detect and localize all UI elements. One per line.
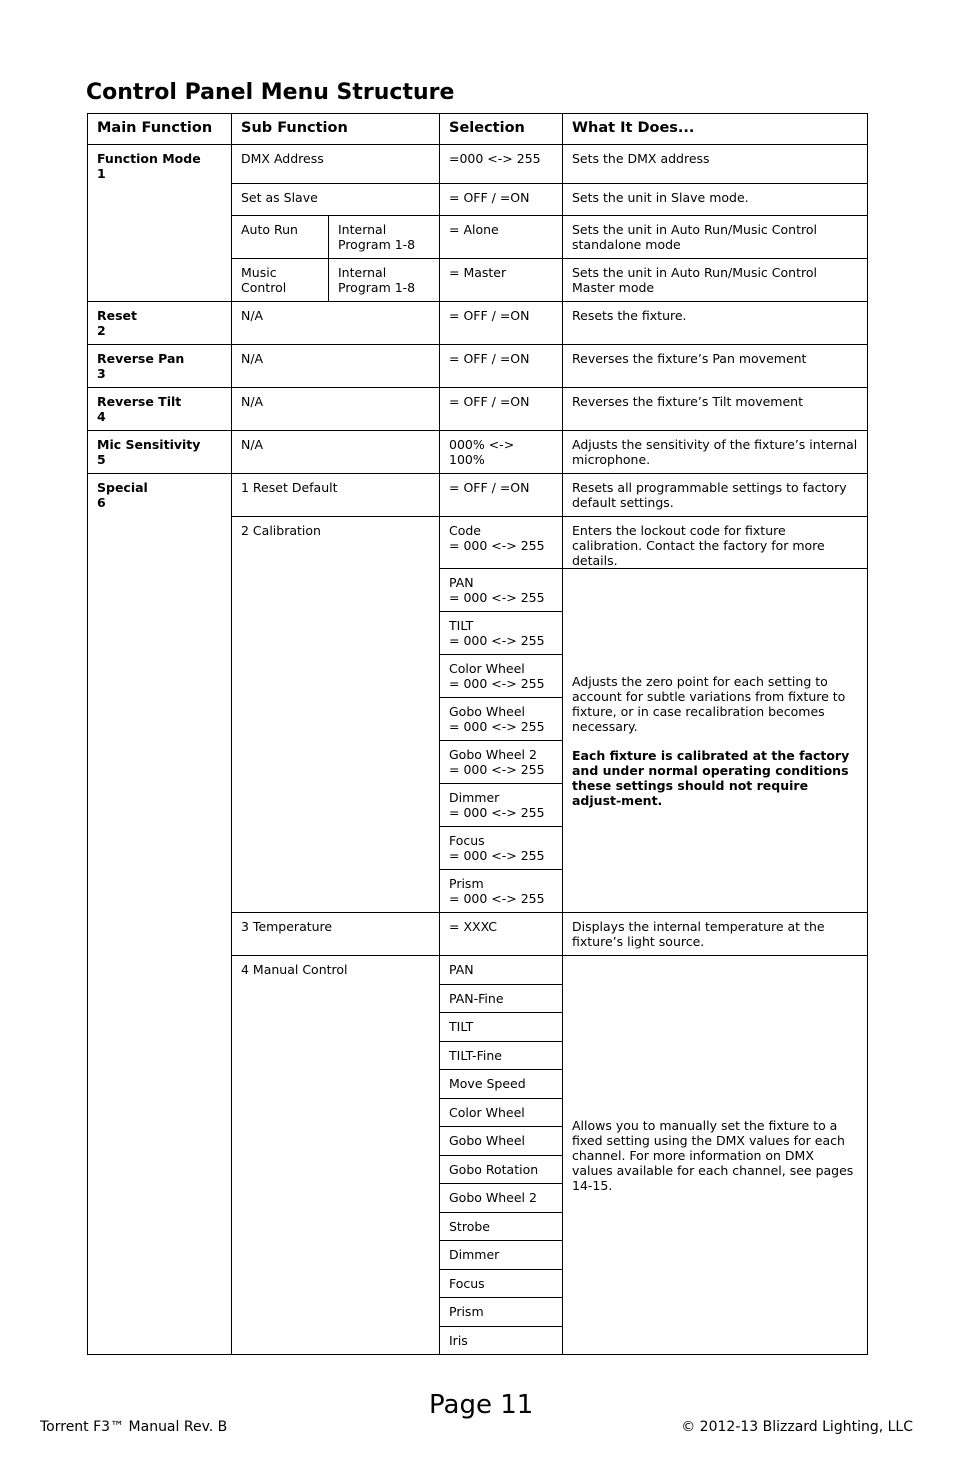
selection-range: = 000 <-> 255 [449,676,545,691]
table-header-row [88,114,868,145]
sub-function-cell: 3 Temperature [232,913,440,956]
selection-cell: PAN [440,956,563,985]
sub-function-cell: Auto Run [232,216,329,259]
table-row [88,388,868,431]
main-function-number: 4 [97,409,106,424]
sub-function-cell: N/A [232,302,440,345]
selection-cell: = OFF / =ON [440,388,563,431]
page-title: Control Panel Menu Structure [86,80,455,105]
main-function-number: 2 [97,323,106,338]
main-function-number: 3 [97,366,106,381]
main-function-mode [88,145,232,302]
selection-label: Prism [449,876,484,891]
selection-range: = 000 <-> 255 [449,891,545,906]
main-special [88,474,232,1355]
description-cell: Sets the unit in Slave mode. [563,184,868,216]
sub-function-cell: Set as Slave [232,184,440,216]
description-cell: Displays the internal temperature at the fixture’s light source. [563,913,868,956]
main-function-number: 6 [97,495,106,510]
selection-label: TILT [449,618,474,633]
selection-cell: TILT-Fine [440,1041,563,1070]
main-reverse-pan [88,345,232,388]
description-cell: Sets the DMX address [563,145,868,184]
main-mic-sensitivity [88,431,232,474]
selection-cell: = OFF / =ON [440,184,563,216]
selection-cell: Strobe [440,1212,563,1241]
description-cell: Sets the unit in Auto Run/Music Control Master mode [563,259,868,302]
main-function-label: Reset [97,308,137,323]
main-function-number: 5 [97,452,106,467]
sub-function-cell: N/A [232,431,440,474]
selection-cell: TILT [440,1013,563,1042]
selection-cell: Gobo Rotation [440,1155,563,1184]
main-reset [88,302,232,345]
table-row [88,302,868,345]
main-reverse-tilt [88,388,232,431]
table-row [88,345,868,388]
selection-cell [440,784,563,827]
selection-cell: 000% <-> 100% [440,431,563,474]
selection-cell: Dimmer [440,1241,563,1270]
header-sub-function: Sub Function [232,114,440,145]
table-row [88,474,868,517]
selection-range: = 000 <-> 255 [449,633,545,648]
sub-function-cell: 1 Reset Default [232,474,440,517]
selection-cell [440,569,563,612]
selection-label: Gobo Wheel [449,704,526,719]
description-cell: Sets the unit in Auto Run/Music Control standalone mode [563,216,868,259]
sub-function-detail-cell: Internal Program 1-8 [329,259,440,302]
sub-function-cell: Music Control [232,259,329,302]
menu-structure-table [87,113,868,1355]
footer-manual-title: Torrent F3™ Manual Rev. B [40,1419,228,1435]
selection-cell [440,655,563,698]
selection-label: Focus [449,833,485,848]
selection-cell: Color Wheel [440,1098,563,1127]
table-row [88,431,868,474]
selection-range: = 000 <-> 255 [449,762,545,777]
header-main-function: Main Function [88,114,232,145]
selection-label: Gobo Wheel 2 [449,747,537,762]
main-function-label: Reverse Tilt [97,394,182,409]
selection-cell: = XXXC [440,913,563,956]
description-cell: Adjusts the sensitivity of the fixture’s internal microphone. [563,431,868,474]
selection-range: = 000 <-> 255 [449,538,545,553]
main-function-label: Special [97,480,148,495]
calibration-description-cell [563,569,868,913]
selection-cell: = OFF / =ON [440,474,563,517]
main-function-label: Function Mode [97,151,201,166]
selection-label: Dimmer [449,790,500,805]
selection-cell: Gobo Wheel 2 [440,1184,563,1213]
selection-cell [440,870,563,913]
selection-cell: PAN-Fine [440,984,563,1013]
calibration-description: Adjusts the zero point for each setting to account for subtle variations from fixture to fixture, or in case recalibration becomes necessary. [572,673,846,734]
description-cell: Reverses the fixture’s Tilt movement [563,388,868,431]
selection-cell [440,741,563,784]
selection-cell: Move Speed [440,1070,563,1099]
selection-range: = 000 <-> 255 [449,590,545,605]
sub-function-calibration: 2 Calibration [232,517,440,913]
table-row [88,145,868,184]
description-cell: Resets all programmable settings to factory default settings. [563,474,868,517]
selection-cell [440,517,563,569]
selection-range: = 000 <-> 255 [449,719,545,734]
manual-control-description-cell: Allows you to manually set the fixture to a fixed setting using the DMX values for each channel. For more information on DMX values available for each channel, see pages 14-15. [563,956,868,1355]
selection-cell: = Alone [440,216,563,259]
sub-function-manual-control: 4 Manual Control [232,956,440,1355]
main-function-label: Mic Sensitivity [97,437,201,452]
selection-cell: Prism [440,1298,563,1327]
sub-function-cell: N/A [232,388,440,431]
calibration-note: Each fixture is calibrated at the factory and under normal operating conditions these settings should not require adjust-ment. [572,747,850,808]
selection-cell: Gobo Wheel [440,1127,563,1156]
sub-function-cell: DMX Address [232,145,440,184]
page-number: Page 11 [429,1390,534,1420]
selection-label: Color Wheel [449,661,525,676]
selection-cell: = Master [440,259,563,302]
description-cell: Resets the fixture. [563,302,868,345]
header-selection: Selection [440,114,563,145]
sub-function-detail-cell: Internal Program 1-8 [329,216,440,259]
footer-copyright: © 2012-13 Blizzard Lighting, LLC [681,1419,913,1435]
selection-cell: = OFF / =ON [440,345,563,388]
selection-range: = 000 <-> 255 [449,848,545,863]
header-what-it-does: What It Does... [563,114,868,145]
selection-cell: Focus [440,1269,563,1298]
selection-range: = 000 <-> 255 [449,805,545,820]
selection-label: Code [449,523,482,538]
selection-cell [440,612,563,655]
sub-function-cell: N/A [232,345,440,388]
description-cell: Reverses the fixture’s Pan movement [563,345,868,388]
selection-cell [440,827,563,870]
selection-cell: = OFF / =ON [440,302,563,345]
selection-cell: =000 <-> 255 [440,145,563,184]
selection-cell: Iris [440,1326,563,1355]
description-cell: Enters the lockout code for fixture calibration. Contact the factory for more details. [563,517,868,569]
main-function-number: 1 [97,166,106,181]
main-function-label: Reverse Pan [97,351,185,366]
selection-cell [440,698,563,741]
selection-label: PAN [449,575,474,590]
